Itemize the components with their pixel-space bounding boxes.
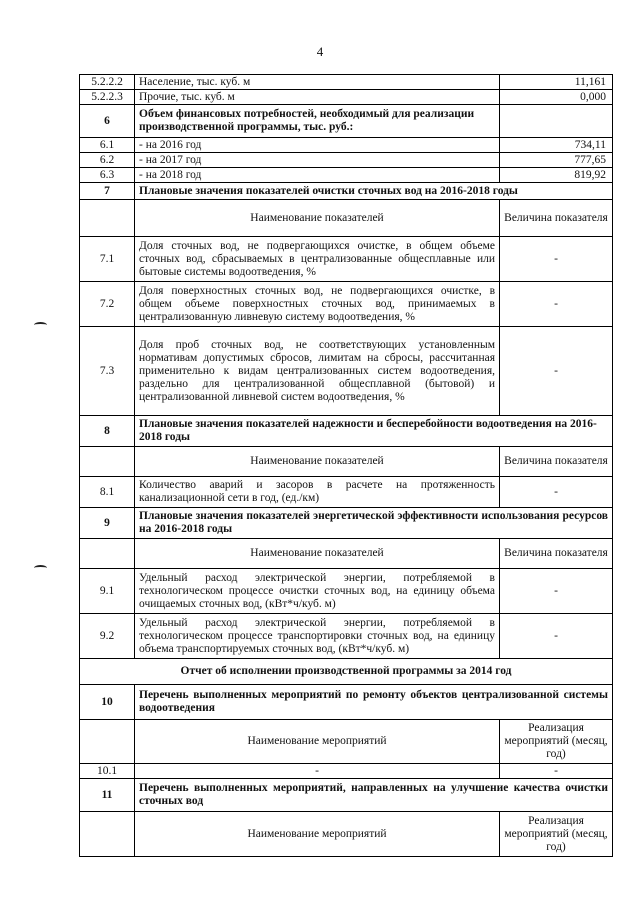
table-row — [80, 282, 613, 327]
row-text: Доля сточных вод, не подвергающихся очистке, в общем объеме сточных вод, сбрасываемых в централизованные общесплавные или бытовые системы водоотведения, % — [135, 237, 500, 282]
row-label: - на 2016 год — [135, 138, 500, 153]
row-value: 819,92 — [500, 168, 613, 183]
table-row — [80, 90, 613, 105]
section-number: 6 — [80, 105, 135, 138]
column-header-name: Наименование мероприятий — [135, 720, 500, 764]
empty-cell — [500, 105, 613, 138]
row-label: Прочие, тыс. куб. м — [135, 90, 500, 105]
row-text: Количество аварий и засоров в расчете на протяженность канализационной сети в год, (ед./км) — [135, 477, 500, 508]
report-title: Отчет об исполнении производственной программы за 2014 год — [80, 659, 613, 685]
table-row — [80, 138, 613, 153]
empty-cell — [80, 447, 135, 477]
margin-mark — [34, 322, 47, 328]
section-header — [80, 779, 613, 812]
row-value: - — [500, 569, 613, 614]
row-value: - — [500, 237, 613, 282]
section-header — [80, 508, 613, 539]
row-label: - на 2017 год — [135, 153, 500, 168]
row-number: 7.3 — [80, 327, 135, 416]
section-title: Плановые значения показателей энергетической эффективности использования ресурсов на 2016-2018 годы — [135, 508, 613, 539]
column-header-value: Реализация мероприятий (месяц, год) — [500, 720, 613, 764]
row-value: 734,11 — [500, 138, 613, 153]
row-number: 6.1 — [80, 138, 135, 153]
table-row — [80, 764, 613, 779]
row-value: - — [500, 282, 613, 327]
empty-cell — [80, 200, 135, 237]
row-text: Доля проб сточных вод, не соответствующих установленным нормативам допустимых сбросов, лимитам на сбросы, рассчитанная применительно к видам централизованных систем водоотведения, раздельно для централизованной общесплавной (бытовой) и централизованной ливневой систем водоотведения, % — [135, 327, 500, 416]
column-header-value: Реализация мероприятий (месяц, год) — [500, 812, 613, 857]
row-text: - — [135, 764, 500, 779]
row-value: - — [500, 327, 613, 416]
table-row — [80, 237, 613, 282]
empty-cell — [80, 812, 135, 857]
section-number: 9 — [80, 508, 135, 539]
row-number: 5.2.2.3 — [80, 90, 135, 105]
row-number: 6.3 — [80, 168, 135, 183]
section-number: 8 — [80, 416, 135, 447]
row-text: Доля поверхностных сточных вод, не подвергающихся очистке, в общем объеме поверхностных сточных вод, принимаемых в централизованную ливневую систему водоотведения, % — [135, 282, 500, 327]
section-header — [80, 685, 613, 720]
row-number: 9.1 — [80, 569, 135, 614]
column-header-value: Величина показателя — [500, 539, 613, 569]
row-value: - — [500, 477, 613, 508]
table-row — [80, 75, 613, 90]
row-number: 6.2 — [80, 153, 135, 168]
row-value: 11,161 — [500, 75, 613, 90]
section-number: 10 — [80, 685, 135, 720]
row-value: 777,65 — [500, 153, 613, 168]
empty-cell — [80, 720, 135, 764]
row-value: 0,000 — [500, 90, 613, 105]
table-row — [80, 569, 613, 614]
row-number: 10.1 — [80, 764, 135, 779]
row-text: Удельный расход электрической энергии, потребляемой в технологическом процессе транспортировки сточных вод, на единицу объема транспортируемых сточных вод, (кВт*ч/куб. м) — [135, 614, 500, 659]
row-value: - — [500, 764, 613, 779]
table-row — [80, 168, 613, 183]
table-row — [80, 153, 613, 168]
row-value: - — [500, 614, 613, 659]
section-header — [80, 105, 613, 138]
column-header-value: Величина показателя — [500, 200, 613, 237]
table-row — [80, 477, 613, 508]
row-text: Удельный расход электрической энергии, потребляемой в технологическом процессе очистки сточных вод, на единицу объема очищаемых сточных вод, (кВт*ч/куб. м) — [135, 569, 500, 614]
row-number: 7.2 — [80, 282, 135, 327]
column-header-row — [80, 539, 613, 569]
column-header-row — [80, 200, 613, 237]
column-header-name: Наименование показателей — [135, 200, 500, 237]
section-number: 11 — [80, 779, 135, 812]
section-title: Плановые значения показателей очистки сточных вод на 2016-2018 годы — [135, 183, 613, 200]
margin-mark — [34, 565, 47, 571]
section-title: Объем финансовых потребностей, необходимый для реализации производственной программы, тыс. руб.: — [135, 105, 500, 138]
section-title: Перечень выполненных мероприятий, направленных на улучшение качества очистки сточных вод — [135, 779, 613, 812]
row-label: Население, тыс. куб. м — [135, 75, 500, 90]
section-title: Перечень выполненных мероприятий по ремонту объектов централизованной системы водоотведения — [135, 685, 613, 720]
column-header-value: Величина показателя — [500, 447, 613, 477]
row-number: 8.1 — [80, 477, 135, 508]
column-header-name: Наименование показателей — [135, 447, 500, 477]
table-row — [80, 614, 613, 659]
column-header-name: Наименование мероприятий — [135, 812, 500, 857]
row-number: 9.2 — [80, 614, 135, 659]
section-title: Плановые значения показателей надежности и бесперебойности водоотведения на 2016-2018 годы — [135, 416, 613, 447]
production-program-table — [79, 74, 613, 857]
column-header-row — [80, 720, 613, 764]
page-number: 4 — [316, 44, 324, 59]
report-title-row — [80, 659, 613, 685]
row-number: 7.1 — [80, 237, 135, 282]
row-number: 5.2.2.2 — [80, 75, 135, 90]
section-number: 7 — [80, 183, 135, 200]
section-header — [80, 183, 613, 200]
column-header-name: Наименование показателей — [135, 539, 500, 569]
section-header — [80, 416, 613, 447]
column-header-row — [80, 812, 613, 857]
row-label: - на 2018 год — [135, 168, 500, 183]
empty-cell — [80, 539, 135, 569]
column-header-row — [80, 447, 613, 477]
table-row — [80, 327, 613, 416]
